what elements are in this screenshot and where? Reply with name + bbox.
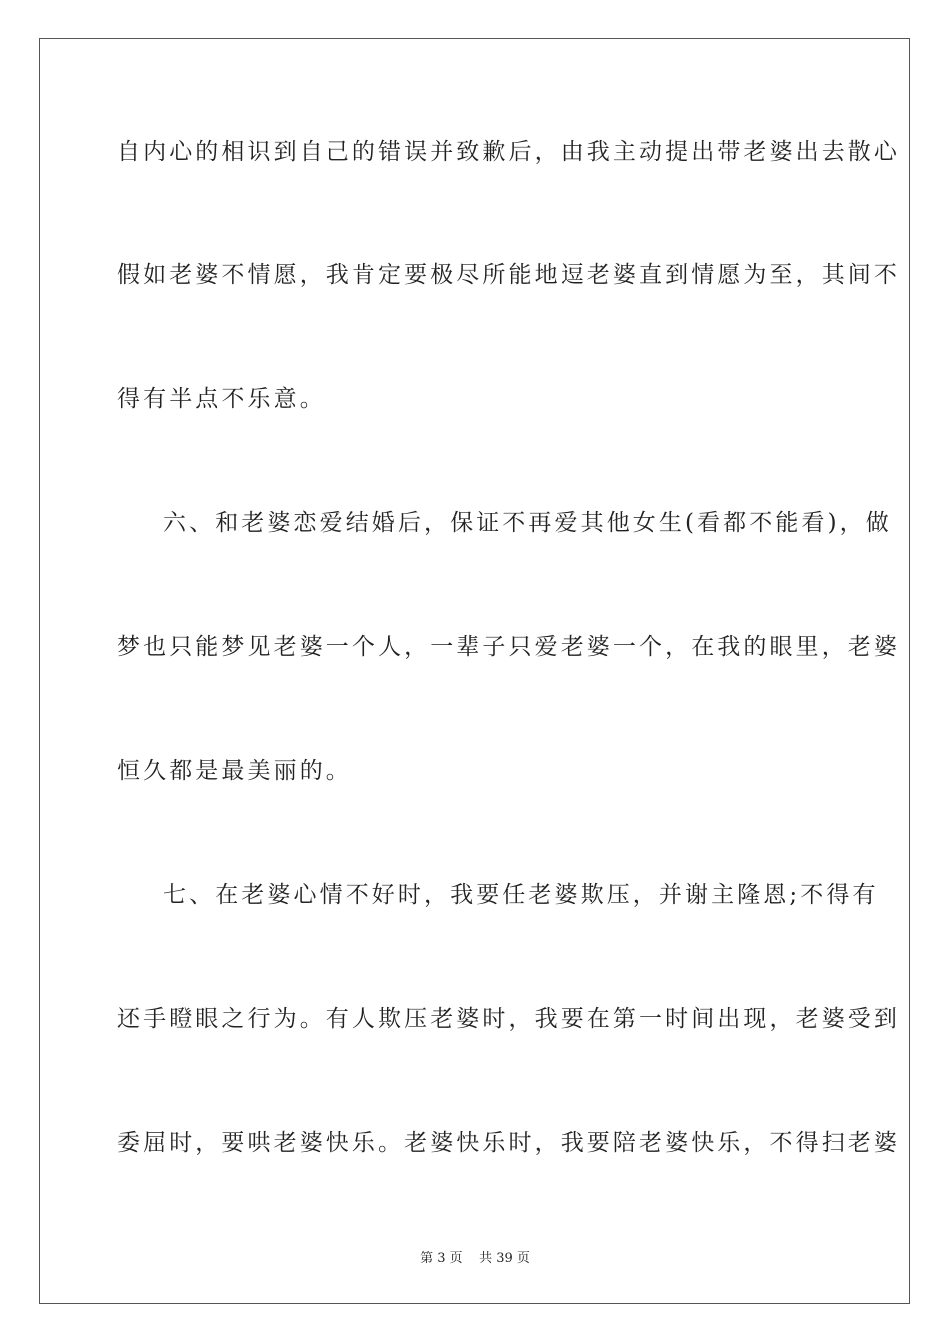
text-line: 自内心的相识到自己的错误并致歉后，由我主动提出带老婆出去散心: [117, 139, 900, 165]
text-line: 还手瞪眼之行为。有人欺压老婆时，我要在第一时间出现，老婆受到: [117, 1006, 900, 1032]
text-line: 得有半点不乐意。: [117, 386, 326, 412]
paragraph-six-start: 六、和老婆恋爱结婚后，保证不再爱其他女生(看都不能看)，做: [163, 510, 892, 536]
text-line: 恒久都是最美丽的。: [117, 758, 352, 784]
text-line: 委屈时，要哄老婆快乐。老婆快乐时，我要陪老婆快乐，不得扫老婆: [117, 1130, 900, 1156]
paragraph-seven-start: 七、在老婆心情不好时，我要任老婆欺压，并谢主隆恩;不得有: [163, 882, 879, 908]
text-line: 梦也只能梦见老婆一个人，一辈子只爱老婆一个，在我的眼里，老婆: [117, 634, 900, 660]
page-border: [39, 38, 910, 1304]
text-line: 假如老婆不情愿，我肯定要极尽所能地逗老婆直到情愿为至，其间不: [117, 262, 900, 288]
page-number-footer: 第 3 页 共 39 页: [420, 1251, 530, 1266]
